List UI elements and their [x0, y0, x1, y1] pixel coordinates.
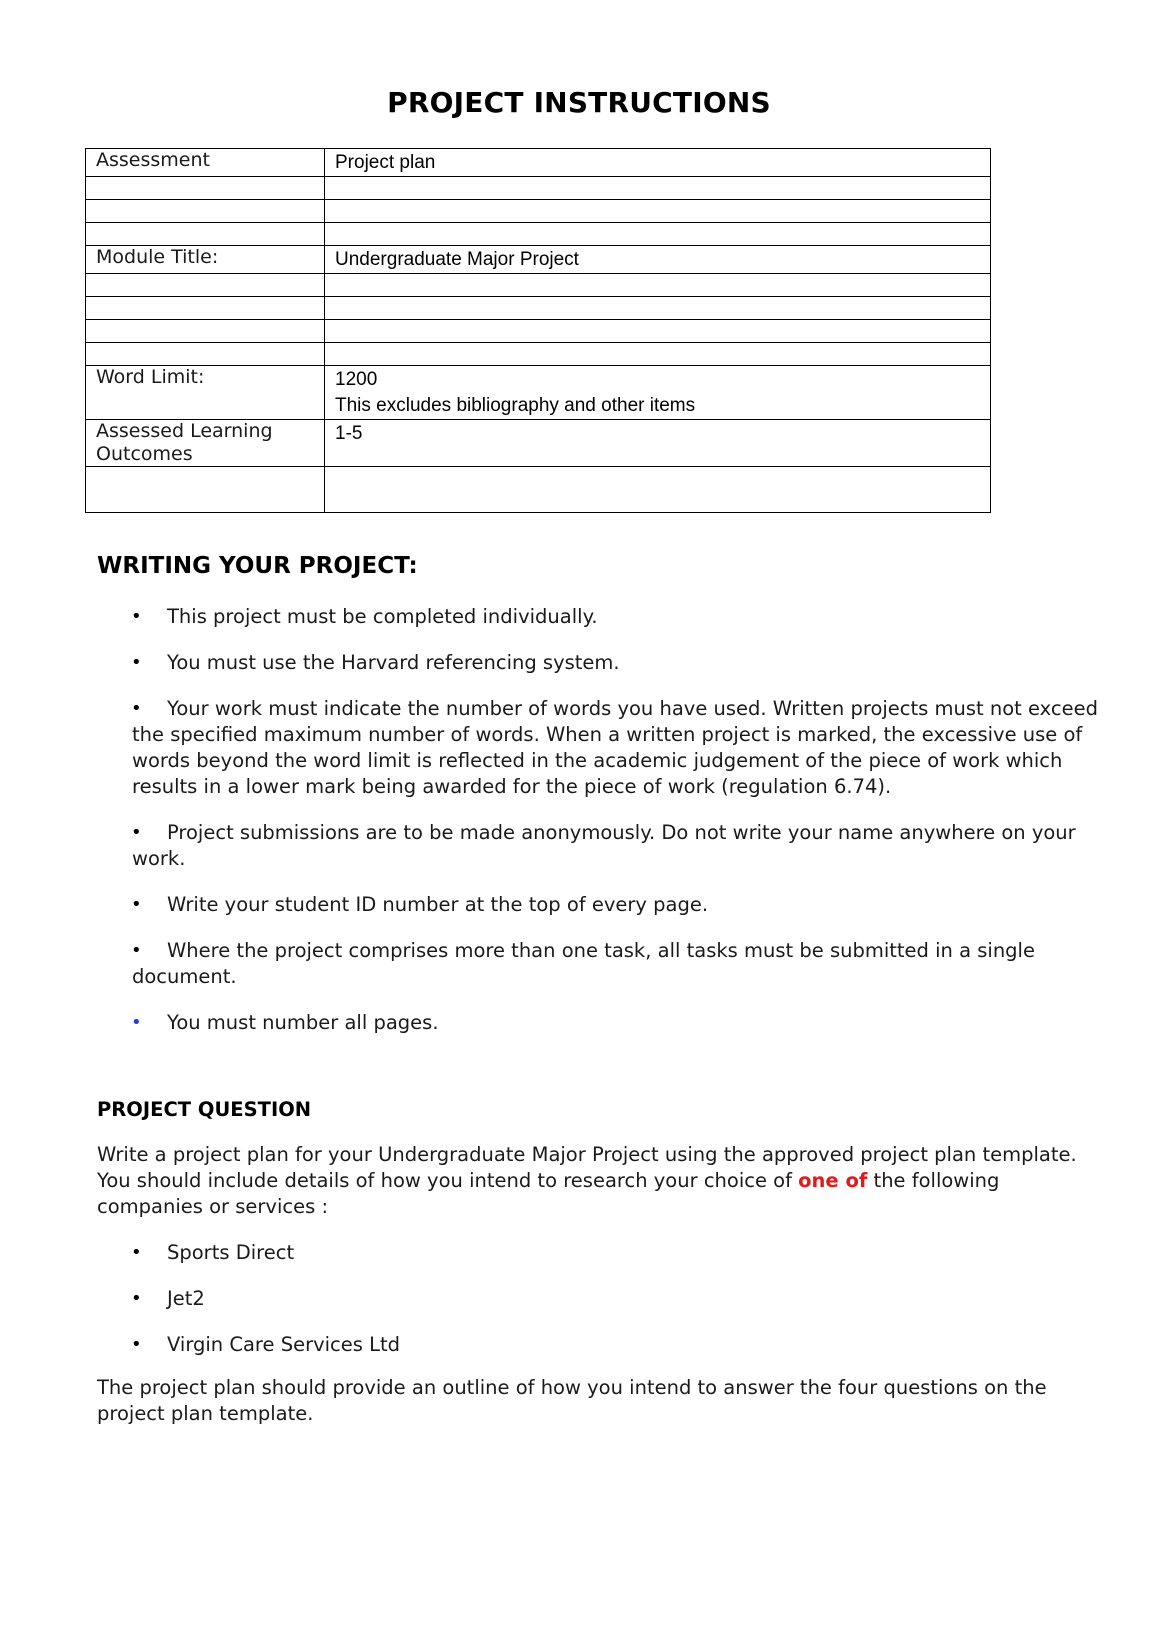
intro-text-end: the following companies or services : — [97, 1169, 1000, 1218]
writing-rules-list — [132, 604, 1112, 1056]
list-item — [132, 938, 1112, 990]
empty-value-cell — [325, 274, 991, 297]
assessment-label: Assessment — [86, 149, 325, 177]
bullet-icon: • — [131, 652, 142, 673]
rule-text: This project must be completed individually. — [167, 605, 598, 628]
page-title: PROJECT INSTRUCTIONS — [387, 86, 771, 119]
empty-value-cell — [325, 467, 991, 513]
empty-value-cell — [325, 297, 991, 320]
table-row — [86, 246, 991, 274]
table-row — [86, 274, 991, 297]
list-item — [132, 650, 1112, 676]
empty-label-cell — [86, 274, 325, 297]
word-limit-label: Word Limit: — [86, 366, 325, 420]
table-row — [86, 223, 991, 246]
empty-label-cell — [86, 297, 325, 320]
companies-list — [132, 1240, 400, 1378]
list-item — [132, 1240, 400, 1266]
table-row — [86, 366, 991, 420]
table-row — [86, 297, 991, 320]
writing-section-heading: WRITING YOUR PROJECT: — [97, 553, 418, 579]
word-limit-number: 1200 — [335, 369, 378, 390]
bullet-icon: • — [131, 940, 142, 961]
rule-text: You must number all pages. — [167, 1011, 439, 1034]
word-limit-value — [325, 366, 991, 420]
company-name: Jet2 — [167, 1287, 205, 1310]
project-plan-closing: The project plan should provide an outline of how you intend to answer the four questions on the project plan template. — [97, 1376, 1047, 1425]
list-item — [132, 1332, 400, 1358]
module-title-label: Module Title: — [86, 246, 325, 274]
bullet-icon: • — [131, 822, 142, 843]
empty-value-cell — [325, 320, 991, 343]
project-question-heading: PROJECT QUESTION — [97, 1098, 312, 1121]
empty-label-cell — [86, 320, 325, 343]
empty-label-cell — [86, 223, 325, 246]
list-item — [132, 696, 1112, 800]
rule-text: Your work must indicate the number of words you have used. Written projects must not exceed the specified maximum number of words. When a written project is marked, the excessive use of words beyond the word limit is reflected in the academic judgement of the piece of work which results in a lower mark being awarded for the piece of work (regulation 6.74). — [132, 697, 1098, 798]
list-item — [132, 820, 1112, 872]
empty-label-cell — [86, 177, 325, 200]
bullet-icon: • — [131, 1012, 142, 1033]
assessment-value: Project plan — [325, 149, 991, 177]
bullet-icon: • — [131, 1288, 142, 1309]
learning-outcomes-value: 1-5 — [325, 420, 991, 467]
bullet-icon: • — [131, 1242, 142, 1263]
bullet-icon: • — [131, 698, 142, 719]
learning-outcomes-label: Assessed Learning Outcomes — [86, 420, 325, 467]
company-name: Sports Direct — [167, 1241, 295, 1264]
list-item — [132, 604, 1112, 630]
rule-text: Project submissions are to be made anonymously. Do not write your name anywhere on your work. — [132, 821, 1076, 870]
word-limit-note: This excludes bibliography and other items — [335, 395, 696, 416]
company-name: Virgin Care Services Ltd — [167, 1333, 401, 1356]
project-question-intro — [97, 1142, 1097, 1220]
rule-text: Write your student ID number at the top of every page. — [167, 893, 709, 916]
empty-label-cell — [86, 200, 325, 223]
module-title-value: Undergraduate Major Project — [325, 246, 991, 274]
table-row — [86, 320, 991, 343]
empty-label-cell — [86, 467, 325, 513]
list-item — [132, 1010, 1112, 1036]
intro-text: Write a project plan for your Undergraduate Major Project using the approved project plan template. You should include details of how you intend to research your choice of — [97, 1143, 1077, 1192]
empty-value-cell — [325, 177, 991, 200]
emphasis-text: one of — [798, 1169, 868, 1192]
empty-value-cell — [325, 200, 991, 223]
rule-text: Where the project comprises more than one task, all tasks must be submitted in a single document. — [132, 939, 1035, 988]
bullet-icon: • — [131, 606, 142, 627]
table-row — [86, 177, 991, 200]
empty-value-cell — [325, 343, 991, 366]
table-row — [86, 343, 991, 366]
empty-value-cell — [325, 223, 991, 246]
list-item — [132, 1286, 400, 1312]
list-item — [132, 892, 1112, 918]
empty-label-cell — [86, 343, 325, 366]
bullet-icon: • — [131, 1334, 142, 1355]
table-row — [86, 467, 991, 513]
table-row — [86, 200, 991, 223]
rule-text: You must use the Harvard referencing system. — [167, 651, 620, 674]
bullet-icon: • — [131, 894, 142, 915]
assessment-info-table — [85, 148, 991, 513]
table-row — [86, 149, 991, 177]
table-row — [86, 420, 991, 467]
